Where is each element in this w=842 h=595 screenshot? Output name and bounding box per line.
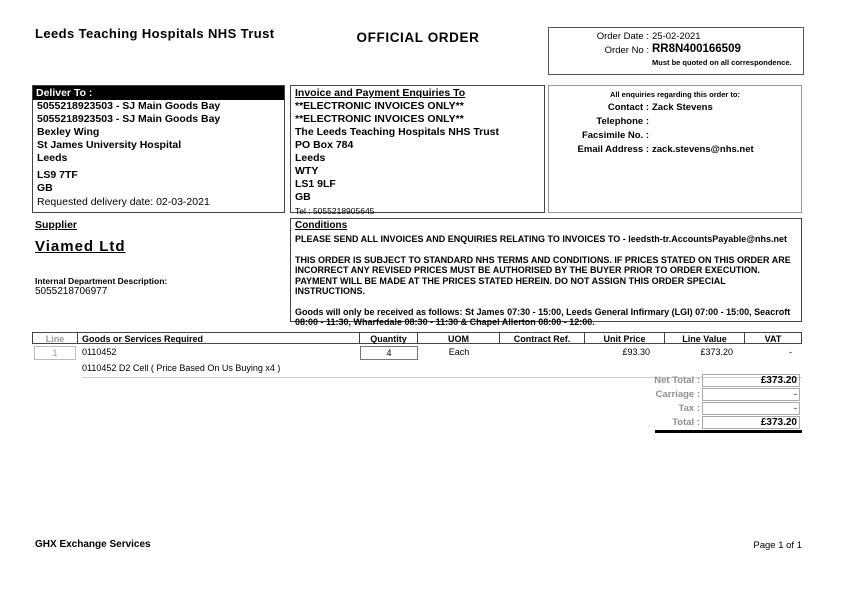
invoice-telephone: Tel : 5055218905645: [295, 206, 375, 216]
footer-page-number: Page 1 of 1: [753, 540, 802, 551]
tax-value: -: [702, 402, 800, 415]
totals-section: [600, 374, 802, 433]
email-label: Email Address :: [577, 144, 649, 155]
row-unit-price: £93.30: [622, 347, 650, 357]
email-value: zack.stevens@nhs.net: [652, 144, 754, 155]
col-header-goods: Goods or Services Required: [78, 332, 360, 344]
deliver-to-box: [32, 85, 285, 213]
contact-row: [549, 102, 801, 113]
total-value: £373.20: [702, 416, 800, 429]
deliver-to-country: GB: [37, 182, 53, 194]
col-header-contract-ref: Contract Ref.: [500, 332, 585, 344]
conditions-header: Conditions: [295, 220, 348, 231]
facsimile-row: [549, 130, 801, 141]
row-vat: -: [789, 347, 792, 357]
invoice-enquiries-header: Invoice and Payment Enquiries To: [295, 87, 466, 99]
order-no-row: [549, 45, 803, 56]
order-table: [32, 332, 802, 378]
invoice-line: **ELECTRONIC INVOICES ONLY**: [295, 100, 464, 112]
table-row: [32, 346, 802, 360]
net-total-value: £373.20: [702, 374, 800, 387]
conditions-paragraph: PLEASE SEND ALL INVOICES AND ENQUIRIES RELATING TO INVOICES TO - leedsth-tr.AccountsPayable@nhs.net: [295, 234, 788, 244]
internal-dept-value: 5055218706977: [35, 286, 108, 297]
total-row: [600, 416, 802, 429]
telephone-label: Telephone :: [596, 116, 649, 127]
order-date-value: 25-02-2021: [652, 31, 701, 42]
deliver-to-line: St James University Hospital: [37, 139, 182, 151]
invoice-line: The Leeds Teaching Hospitals NHS Trust: [295, 126, 500, 138]
invoice-line: WTY: [295, 165, 319, 177]
invoice-postcode: LS1 9LF: [295, 178, 336, 190]
invoice-enquiries-box: [290, 85, 545, 216]
col-header-quantity: Quantity: [360, 332, 418, 344]
order-enquiries-box: [548, 85, 802, 213]
requested-delivery-date: Requested delivery date: 02-03-2021: [37, 196, 210, 208]
row-line-number-cell: [32, 346, 78, 360]
row-item-description: 0110452 D2 Cell ( Price Based On Us Buying x4 ): [82, 362, 802, 378]
carriage-label: Carriage :: [655, 389, 700, 400]
conditions-paragraph: THIS ORDER IS SUBJECT TO STANDARD NHS TERMS AND CONDITIONS. IF PRICES STATED ON THIS ORDER ARE INCORRECT ANY REVISED PRICES MUST BE AUTHORISED BY THE BUYER PRIOR TO ORDER EXECUTION. PAYMENT WILL BE MADE AT THE PRICES STATED HEREIN. DO NOT ASSIGN THIS ORDER SPECIAL INSTRUCTIONS.: [295, 254, 791, 296]
invoice-line: Leeds: [295, 152, 326, 164]
carriage-value: -: [702, 388, 800, 401]
order-no-label: Order No :: [604, 45, 649, 56]
order-table-header: [32, 332, 802, 344]
net-total-label: Net Total :: [654, 375, 700, 386]
row-quantity: 4: [360, 346, 418, 360]
supplier-header: Supplier: [35, 219, 78, 231]
carriage-row: [600, 388, 802, 401]
email-row: [549, 144, 801, 155]
deliver-to-line: Bexley Wing: [37, 126, 100, 138]
document-title: OFFICIAL ORDER: [356, 30, 480, 45]
tax-row: [600, 402, 802, 415]
footer-service-name: GHX Exchange Services: [35, 539, 151, 550]
row-quantity-cell: [360, 346, 418, 360]
invoice-line: PO Box 784: [295, 139, 354, 151]
enquiries-note: All enquiries regarding this order to:: [609, 90, 741, 99]
row-line-value: £373.20: [700, 347, 733, 357]
trust-name: Leeds Teaching Hospitals NHS Trust: [35, 26, 275, 41]
supplier-section: [35, 219, 285, 297]
col-header-line-value: Line Value: [665, 332, 745, 344]
order-date-row: [549, 31, 803, 42]
facsimile-label: Facsimile No. :: [581, 130, 649, 141]
invoice-line: **ELECTRONIC INVOICES ONLY**: [295, 113, 464, 125]
order-meta-box: [548, 27, 804, 75]
col-header-line: Line: [32, 332, 78, 344]
order-note: Must be quoted on all correspondence.: [652, 58, 792, 67]
deliver-to-header: Deliver To :: [33, 86, 284, 100]
deliver-to-line: Leeds: [37, 152, 68, 164]
order-date-label: Order Date :: [596, 31, 649, 42]
row-uom: Each: [448, 347, 470, 357]
tax-label: Tax :: [678, 403, 700, 414]
deliver-to-line: 5055218923503 - SJ Main Goods Bay: [37, 113, 221, 125]
deliver-to-line: 5055218923503 - SJ Main Goods Bay: [37, 100, 221, 112]
supplier-name: Viamed Ltd: [35, 238, 126, 255]
contact-value: Zack Stevens: [652, 102, 713, 113]
row-line-number: 1: [34, 346, 76, 360]
telephone-row: [549, 116, 801, 127]
total-rule: [655, 430, 802, 433]
conditions-box: [290, 218, 802, 327]
order-no-value: RR8N400166509: [652, 43, 741, 55]
deliver-to-postcode: LS9 7TF: [37, 169, 78, 181]
net-total-row: [600, 374, 802, 387]
internal-dept-label: Internal Department Description:: [35, 276, 168, 286]
total-label: Total :: [672, 417, 700, 428]
row-item-code: 0110452: [82, 347, 117, 357]
invoice-country: GB: [295, 191, 311, 203]
col-header-vat: VAT: [745, 332, 802, 344]
col-header-uom: UOM: [418, 332, 500, 344]
conditions-paragraph: Goods will only be received as follows: St James 07:30 - 15:00, Leeds General Infirmary (LGI) 07:00 - 15:00, Seacroft 08:00 - 11:30, Wharfedale 08:30 - 11:30 & Chapel Allerton 08:00 - 12:00.: [295, 306, 791, 327]
contact-label: Contact :: [607, 102, 649, 113]
col-header-unit-price: Unit Price: [585, 332, 665, 344]
